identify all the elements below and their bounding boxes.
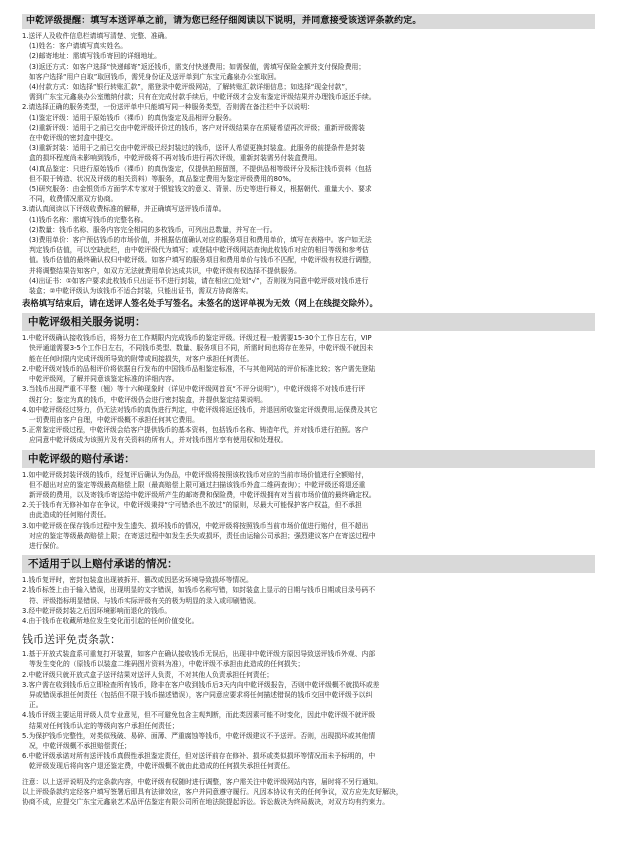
signature-notice: 表格填写结束后，请在送评人签名处手写签名。未签名的送评单视为无效（网上在线提交除外）。 xyxy=(22,298,378,309)
part1-line: (2)重新评级：适用于之前已交由中乾评级评价过的钱币，客户对评级结果存在质疑希望再次评级；重新评级需装 xyxy=(29,123,365,132)
part5-line: 结果对任何钱币认定的等级向客户承担任何责任； xyxy=(29,721,179,730)
part2-line: 级打分；鉴定为真的钱币，中乾评级仍会进行密封装盒，并提供鉴定结果说明。 xyxy=(29,395,267,404)
part1-line: 如客户选择“用户自取”取回钱币，需凭身份证及送评单到广东宝元鑫泉办公室取回。 xyxy=(29,72,281,81)
part1-line: (4)出证书：①如客户要求此枚钱币只出证书不进行封装，请在相应□处划“√”，否则视为同意中乾评级对钱币进行 xyxy=(29,276,369,285)
part3-line: 1.如中乾评级封装评级的钱币，经复评后确认为伪品，中乾评级将按照该枚钱币对应的当前市场价值进行全额赔付， xyxy=(22,470,369,479)
reminder-banner: 中乾评级提醒：填写本送评单之前，请为您已经仔细阅读以下说明，并同意接受该送评条款约定。 xyxy=(22,14,595,29)
part1-line: 盒的损坏程度尚未影响到钱币，中乾评级将不再对钱币进行再次评级，重新封装需另付装盒费用。 xyxy=(29,154,322,163)
part5-line: 2.中乾评级只就开放式盒子送评结果对送评人负责，不对其他人负责承担任何责任； xyxy=(22,670,274,679)
part1-line: (1)鉴定评级：适用于原始钱币（裸币）的真伪鉴定及品相评分服务。 xyxy=(29,113,236,122)
part1-line: (1)姓名：客户请填写真实姓名。 xyxy=(29,42,127,51)
part4-line: 3.经中乾评级封装之后因环境影响而退化的钱币。 xyxy=(22,606,172,615)
note-line: 以上评级条款约定经客户填写签署后即具有法律效应，客户并同意遵守履行。凡因本协议有关的任何争议，双方应先友好解决， xyxy=(22,787,403,796)
part5-line: 等发生变化的（原钱币以装盒二维码图片资料为准），中乾评级不承担由此造成的任何损失； xyxy=(29,660,305,669)
part2-line: 4.如中乾评级经过努力，仍无法对钱币的真伪进行判定，中乾评级将返还钱币，并退回所收鉴定评级费用,运保费及其它 xyxy=(22,405,378,414)
part2-line: 快评通道需要3-5个工作日左右，不同钱币类型、数量、服务项目不同，所需时间也将存在差异，中乾评级不就因未 xyxy=(29,344,374,353)
part5-line: 异或错误承担任何责任（包括但不限于钱币描述错误），客户同意应要求将任何描述错误的钱币交回中乾评级予以纠 xyxy=(29,690,373,699)
part5-line: 3.客户需在收到钱币后立即检查所有钱币，除非在客户收到钱币后3天内向中乾评级报告，否则中乾评级概不就损坏或差 xyxy=(22,680,380,689)
part4-line: 1.钱币复评时，密封包装盒出现被拆开、篡改或因恶劣环境导致损坏等情况。 xyxy=(22,576,253,585)
part1-line: (4)付款方式：如选择“银行转账汇款”，需登录中乾评级网站，了解转账汇款详细信息；如选择“现金付款”， xyxy=(29,83,352,92)
part5-line: 况，中乾评级概不承担赔偿责任； xyxy=(29,741,131,750)
compensation-terms xyxy=(22,470,595,552)
part1-line: 判定钱币估值，可以空缺此栏，由中乾评级代为填写；或登陆中乾评级网站查询此枚钱币对应的相目等级和参考估 xyxy=(29,246,369,255)
part1-line: (2)邮寄地址：需填写钱币寄回的详细地址。 xyxy=(29,52,161,61)
part3-line: 对应的鉴定等级最高赔偿上限；在寄送过程中如发生丢失或损坏，责任由运输公司承担；强烈建议客户在寄送过程中 xyxy=(29,531,376,540)
part1-line: (1)钱币名称：需填写钱币的完整名称。 xyxy=(29,215,148,224)
part3-line: 2.关于钱币有无修补如存在争议，中乾评级秉持“宁可错杀也不放过”的原则，尽最大可能保护客户权益，但不承担 xyxy=(22,501,362,510)
part1-line: (3)费用单价：客户预估钱币的市场价值，并根据估值确认对应的服务项目和费用单价，填写在表格中。客户如无法 xyxy=(29,236,372,245)
part3-line: 但不超出对应的鉴定等级最高赔偿上限（最高赔偿上限可通过扫描该钱币外盒二维码查询）；中乾评级还将退还重 xyxy=(29,480,366,489)
part2-line: 5.正常鉴定评级过程，中乾评级会给客户提供钱币的基本资料，包括钱币名称、铸造年代，并对钱币进行拍照。客户 xyxy=(22,426,369,435)
service-notes xyxy=(22,333,595,445)
part1-line: 1.送评人及收件信息栏请填写清楚、完整、准确。 xyxy=(22,32,172,40)
note-line: 协商不成，应提交广东宝元鑫泉艺术品评估鉴定有限公司所在地法院提起诉讼。诉讼裁决为终局裁决，对双方均有约束力。 xyxy=(22,798,390,806)
part4-line: 符、评级指标明显错误、与钱币实际评级有关的极为明显的录入或印刷错误。 xyxy=(29,596,261,605)
part5-line: 正。 xyxy=(29,701,43,710)
disclaimer-terms xyxy=(22,649,595,771)
exclusions-list xyxy=(22,575,595,626)
part2-line: 2.中乾评级对钱币的品相评价将依据自行发布的中国钱币品相鉴定标准，不与其他网站的评价标准比较；客户需先登陆 xyxy=(22,364,376,373)
part5-line: 6.中乾评级承诺对所有送评钱币真假性承担鉴定责任，但对送评前存在修补、损坏或类似损坏等情况而未予标明的，中 xyxy=(22,752,376,761)
exclusions-heading: 不适用于以上赔付承诺的情况： xyxy=(22,555,595,573)
part4-line: 4.由于钱币在收藏所地位发生变化而引起的任何价值变化。 xyxy=(22,616,199,625)
part1-line: 但不限于铸造、状况及评级的相关资料）等服务，真品鉴定费用为鉴定评级费用的80%。 xyxy=(29,174,296,183)
part1-line: (3)重新封装：适用于之前已交由中乾评级已经封装过的钱币，送评人希望更换封装盒。此服务的前提条件是封装 xyxy=(29,144,365,153)
part2-line: 1.中乾评级确认接收钱币后，将努力在工作期限内完成钱币的鉴定评级。评级过程一般需要15-30个工作日左右，VIP xyxy=(22,334,372,343)
part5-line: 乾评级发现后将向客户退还鉴定费，中乾评级概不就由此造成的任何损失承担任何责任。 xyxy=(29,762,295,771)
part1-line: 值。钱币估值的最终确认权归中乾评级。如客户填写的服务项目和费用单价与钱币不匹配，中乾评级有权进行调整， xyxy=(29,256,376,265)
part3-line: 由此造成的任何赔付责任。 xyxy=(29,511,111,520)
closing-note xyxy=(22,777,595,808)
part2-line: 应同意中乾评级成为该照片及有关资料的所有人，并对钱币图片享有使用权和处理权。 xyxy=(29,436,288,445)
part2-line: 能在任何时限内完成评级所导致的附带或间接损失，对客户承担任何责任。 xyxy=(29,354,254,363)
part4-line: 2.钱币标签上由于输入错误，出现明显的文字错误，如钱币名称写错，如封装盒上显示的日期与钱币日期或目录号码不 xyxy=(22,586,376,595)
part1-line: 需到广东宝元鑫泉办公室缴纳付款；只有在完成付款手续后，中乾评级才会发布鉴定评级结果并办理钱币返还手续。 xyxy=(29,93,376,102)
part5-line: 4.钱币评级主要运用评级人员专业意见，但不可避免包含主观判断，而此类因素可能不时变化，因此中乾评级不就评级 xyxy=(22,711,376,720)
disclaimer-heading: 钱币送评免责条款： xyxy=(22,633,121,647)
part1-line: (4)真品鉴定：只进行原始钱币（裸币）的真伪鉴定，仅提供拍照留图，不提供品相等级评分及标注钱币资料（包括 xyxy=(29,164,372,173)
part3-line: 进行保价。 xyxy=(29,541,63,550)
part3-line: 新评级的费用，以及寄钱币寄送给中乾评级所产生的邮寄费和保险费，中乾评级拥有对当前市场价值的最终确定权。 xyxy=(29,490,376,499)
part1-line: (3)返还方式：如客户选择“快递邮寄”返还钱币，需支付快递费用；如需保值，需填写保险金额并支付保险费用； xyxy=(29,62,366,71)
part5-line: 1.基于开放式装盒系可重复打开装置，如客户在确认接收钱币无误后，出现非中乾评级方原因导致送评钱币外观、内部 xyxy=(22,650,376,659)
part3-line: 3.如中乾评级在保存钱币过程中发生遗失、损坏钱币的情况，中乾评级将按照钱币当前市场价值进行赔付，但不超出 xyxy=(22,521,369,530)
part1-line: (5)研究服务：由金银货币方面学术专家对于银锭钱文的意义、背景、历史等进行释义，根据朝代、重量大小、要求 xyxy=(29,185,372,194)
part2-line: 一切费用由客户自理，中乾评级概不承担任何其它费用。 xyxy=(29,415,199,424)
service-notes-heading: 中乾评级相关服务说明： xyxy=(22,313,595,331)
submission-instructions xyxy=(22,31,595,296)
part5-line: 5.为保护钱币完整性，对类似残破、易碎、面薄、严重腐蚀等钱币，中乾评级建议不予送评。否则，出现损坏或其他情 xyxy=(22,731,376,740)
part2-line: 中乾评级网，了解并同意该鉴定标准的详细内容。 xyxy=(29,375,179,384)
part1-line: 3.请认真阅读以下评级收费标准的解释，并正确填写送评钱币清单。 xyxy=(22,205,226,214)
part1-line: 2.请选择正确的服务类型，一份送评单中只能填写同一种服务类型，否则需在备注栏中予以说明： xyxy=(22,103,314,112)
part1-line: (2)数量：钱币名称、服务内容完全相同的多枚钱币，可列出总数量，并写在一行。 xyxy=(29,225,277,234)
note-line: 注意：以上送评说明及约定条款内容，中乾评级有权随时进行调整，客户需关注中乾评级网站内容，届时将不另行通知。 xyxy=(22,777,383,786)
part1-line: 在中乾评级的密封盒中提交。 xyxy=(29,134,118,143)
part1-line: 装盒；②中乾评级认为该钱币不适合封装，只能出证书，需双方协商落实。 xyxy=(29,287,253,296)
part1-line: 并将调整结果告知客户，如双方无法就费用单价达成共识，中乾评级有权选择不提供服务。 xyxy=(29,266,301,275)
compensation-heading: 中乾评级的赔付承诺： xyxy=(22,450,595,468)
part2-line: 3.当钱币出现严重不平整（翘）等十六种现象时（详见中乾评级网首页“不评分说明”），中乾评级将不对钱币进行评 xyxy=(22,385,366,394)
part1-line: 不同，收费情况需双方协商。 xyxy=(29,195,118,204)
